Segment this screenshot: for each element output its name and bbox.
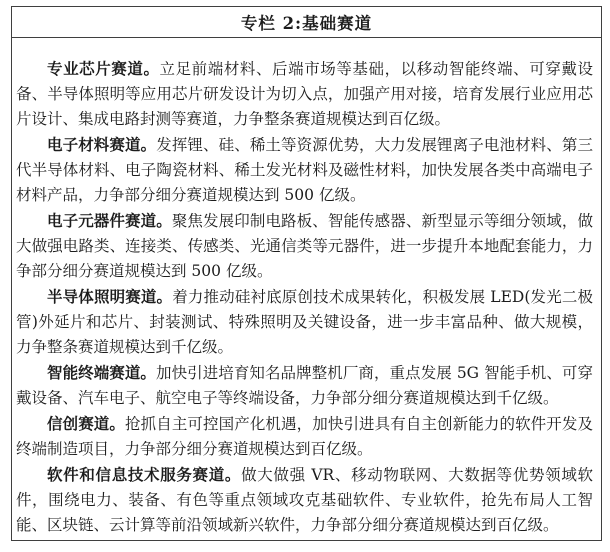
track-paragraph-electronic-components <box>16 208 593 284</box>
track-description: 发挥锂、硅、稀土等资源优势，大力发展锂离子电池材料、第三代半导体材料、电子陶瓷材料、稀土发光材料及磁性材料，加快发展各类中高端电子材料产品，力争部分细分赛道规模达到 500 亿级。 <box>16 136 593 204</box>
panel-header <box>12 7 601 38</box>
track-name: 电子材料赛道。 <box>47 135 157 154</box>
track-name: 智能终端赛道。 <box>47 363 156 382</box>
track-description: 立足前端材料、后端市场等基础，以移动智能终端、可穿戴设备、半导体照明等应用芯片研发设计为切入点，加强产用对接，培育发展行业应用芯片设计、集成电路封测等赛道，力争整条赛道规模达到百亿级。 <box>16 60 593 128</box>
track-name: 电子元器件赛道。 <box>47 211 172 230</box>
track-description: 着力推动硅衬底原创技术成果转化，积极发展 LED(发光二极管)外延片和芯片、封装测试、特殊照明及关键设备，进一步丰富品种、做大规模，力争整条赛道规模达到千亿级。 <box>16 288 593 356</box>
track-paragraph-electronic-materials <box>16 132 593 208</box>
sidebar-box-basic-tracks <box>11 6 602 541</box>
track-name: 信创赛道。 <box>47 414 126 433</box>
track-name: 软件和信息技术服务赛道。 <box>47 465 242 484</box>
track-paragraph-smart-terminals <box>16 360 593 411</box>
track-description: 抢抓自主可控国产化机遇，加快引进具有自主创新能力的软件开发及终端制造项目，力争部分细分赛道规模达到百亿级。 <box>16 415 593 458</box>
track-paragraph-software-it-services <box>16 462 593 538</box>
track-name: 专业芯片赛道。 <box>47 59 160 78</box>
track-description: 加快引进培育知名品牌整机厂商，重点发展 5G 智能手机、可穿戴设备、汽车电子、航空电子等终端设备，力争部分细分赛道规模达到千亿级。 <box>16 364 593 407</box>
track-description: 做大做强 VR、移动物联网、大数据等优势领域软件，围绕电力、装备、有色等重点领域攻克基础软件、专业软件，抢先布局人工智能、区块链、云计算等前沿领域新兴软件，力争部分细分赛道规模达到百亿级。 <box>16 466 593 534</box>
panel-body <box>12 38 601 538</box>
panel-title: 专栏 2:基础赛道 <box>240 14 373 33</box>
track-paragraph-semiconductor-lighting <box>16 284 593 360</box>
track-paragraph-xinchuang <box>16 411 593 462</box>
track-paragraph-professional-chips <box>16 56 593 132</box>
track-description: 聚焦发展印制电路板、智能传感器、新型显示等细分领域，做大做强电路类、连接类、传感类、光通信类等元器件，进一步提升本地配套能力，力争部分细分赛道规模达到 500 亿级。 <box>16 212 593 280</box>
track-name: 半导体照明赛道。 <box>47 287 173 306</box>
